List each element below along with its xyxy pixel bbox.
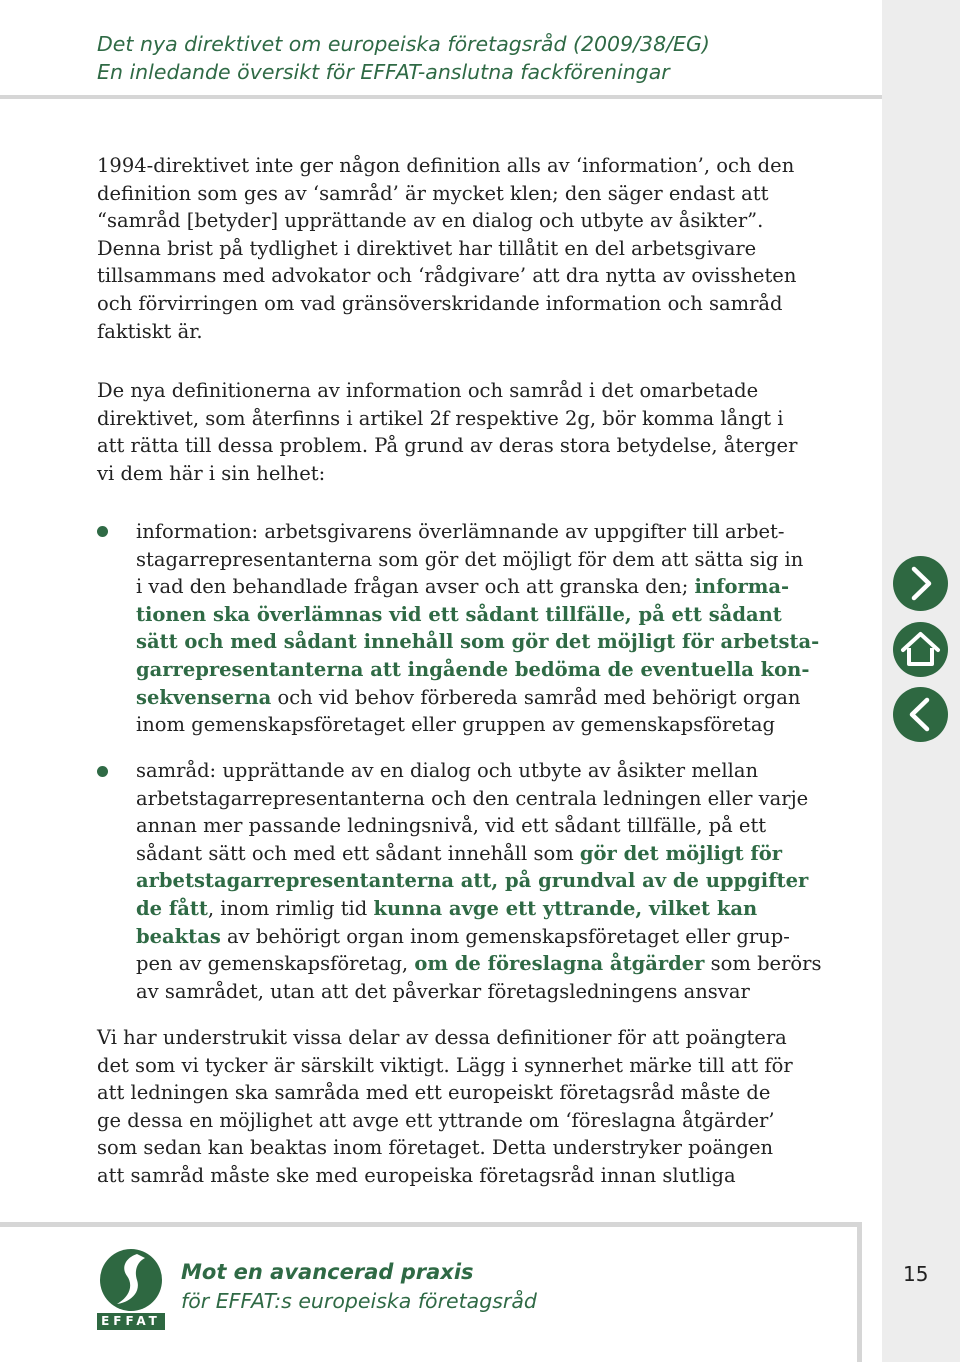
emphasis-text: om de föreslagna åtgärder [414, 952, 705, 976]
bullet-line [136, 840, 876, 868]
emphasis-text: gör det möjligt för [579, 841, 783, 865]
emphasis-text: sekvenserna [136, 685, 272, 709]
paragraph-line: Denna brist på tydlighet i direktivet har tillåtit en del arbetsgivare [97, 236, 757, 260]
bullet-line: arbetstagarrepresentanterna och den centrala ledningen eller varje [136, 786, 809, 810]
bullet-text: sådant sätt och med ett sådant innehåll som [136, 841, 580, 865]
paragraph-line: “samråd [betyder] upprättande av en dialog och utbyte av åsikter”. [97, 209, 764, 233]
bullet-line: inom gemenskapsföretaget eller gruppen av gemenskapsföretag [136, 713, 775, 737]
paragraph-1 [97, 152, 877, 345]
header-line-1: Det nya direktivet om europeiska företagsråd (2009/38/EG) [97, 32, 710, 56]
emphasis-line: tionen ska överlämnas vid ett sådant tillfälle, på ett sådant [136, 602, 782, 626]
emphasis-text: beaktas [136, 924, 221, 948]
emphasis-line: garrepresentanterna att ingående bedöma de eventuella kon- [136, 657, 810, 681]
footer-title: Mot en avancerad praxis [181, 1260, 474, 1284]
footer-subtitle: för EFFAT:s europeiska företagsråd [181, 1289, 537, 1313]
bullet-samrad [136, 757, 876, 1005]
chevron-left-icon [893, 687, 948, 742]
page-header [97, 30, 710, 86]
bullet-line: annan mer passande ledningsnivå, vid ett sådant tillfälle, på ett [136, 814, 767, 838]
emphasis-text: informa- [694, 575, 790, 599]
emphasis-text: kunna avge ett yttrande, vilket kan [373, 896, 758, 920]
paragraph-line: att ledningen ska samråda med ett europeiskt företagsråd måste de [97, 1081, 771, 1105]
paragraph-line: och förvirringen om vad gränsöverskridande information och samråd [97, 291, 783, 315]
bullet-line [136, 895, 876, 923]
bullet-line: information: arbetsgivarens överlämnande av uppgifter till arbet- [136, 520, 785, 543]
effat-logo-wordmark: EFFAT [97, 1313, 165, 1330]
next-page-button[interactable] [893, 556, 948, 611]
bullet-line: stagarrepresentanterna som gör det möjligt för dem att sätta sig in [136, 547, 804, 571]
bullet-dot [97, 526, 108, 537]
home-button[interactable] [893, 622, 948, 677]
header-line-2: En inledande översikt för EFFAT-anslutna fackföreningar [97, 60, 670, 84]
paragraph-3 [97, 1024, 877, 1190]
bullet-text: , inom rimlig tid [207, 896, 374, 920]
bullet-line [136, 684, 876, 712]
paragraph-line: ge dessa en möjlighet att avge ett yttrande om ‘föreslagna åtgärder’ [97, 1108, 775, 1132]
bullet-text: som berörs [704, 952, 822, 976]
bullet-text: och vid behov förbereda samråd med behörigt organ [271, 685, 801, 709]
paragraph-line: som sedan kan beaktas inom företaget. Detta understryker poängen [97, 1136, 774, 1160]
bullet-line [136, 923, 876, 951]
paragraph-line: tillsammans med advokator och ‘rådgivare’ att dra nytta av ovissheten [97, 264, 797, 288]
bullet-information [136, 518, 876, 739]
bullet-dot [97, 766, 108, 777]
paragraph-line: Vi har understrukit vissa delar av dessa definitioner för att poängtera [97, 1026, 787, 1049]
emphasis-line: arbetstagarrepresentanterna att, på grundval av de uppgifter [136, 869, 809, 893]
paragraph-line: De nya definitionerna av information och samråd i det omarbetade [97, 379, 759, 402]
bullet-line: samråd: upprättande av en dialog och utbyte av åsikter mellan [136, 759, 759, 782]
home-icon [893, 622, 948, 677]
bullet-line [136, 950, 876, 978]
footer-divider [0, 1222, 862, 1227]
paragraph-line: att samråd måste ske med europeiska företagsråd innan slutliga [97, 1163, 736, 1187]
header-divider [0, 95, 882, 99]
previous-page-button[interactable] [893, 687, 948, 742]
paragraph-line: direktivet, som återfinns i artikel 2f respektive 2g, bör komma långt i [97, 406, 784, 430]
bullet-line [136, 573, 876, 601]
bullet-text: av behörigt organ inom gemenskapsföretaget eller grup- [220, 924, 790, 948]
chevron-right-icon [893, 556, 948, 611]
paragraph-line: definition som ges av ‘samråd’ är mycket klen; den säger endast att [97, 181, 769, 205]
paragraph-line: 1994-direktivet inte ger någon definition alls av ‘information’, och den [97, 154, 795, 177]
bullet-text: pen av gemenskapsföretag, [136, 952, 415, 976]
bullet-text: i vad den behandlade frågan avser och att granska den; [136, 575, 695, 599]
bullet-line: av samrådet, utan att det påverkar företagsledningens ansvar [136, 979, 750, 1003]
paragraph-line: faktiskt är. [97, 319, 203, 343]
paragraph-line: vi dem här i sin helhet: [97, 461, 326, 485]
page-number: 15 [903, 1262, 929, 1286]
emphasis-line: sätt och med sådant innehåll som gör det möjligt för arbetsta- [136, 630, 820, 654]
paragraph-line: det som vi tycker är särskilt viktigt. Lägg i synnerhet märke till att för [97, 1053, 793, 1077]
right-sidebar [882, 0, 960, 1362]
footer-divider-vertical [857, 1222, 862, 1362]
paragraph-2 [97, 377, 877, 487]
paragraph-line: att rätta till dessa problem. På grund av deras stora betydelse, återger [97, 434, 798, 458]
emphasis-text: de fått [136, 896, 208, 920]
